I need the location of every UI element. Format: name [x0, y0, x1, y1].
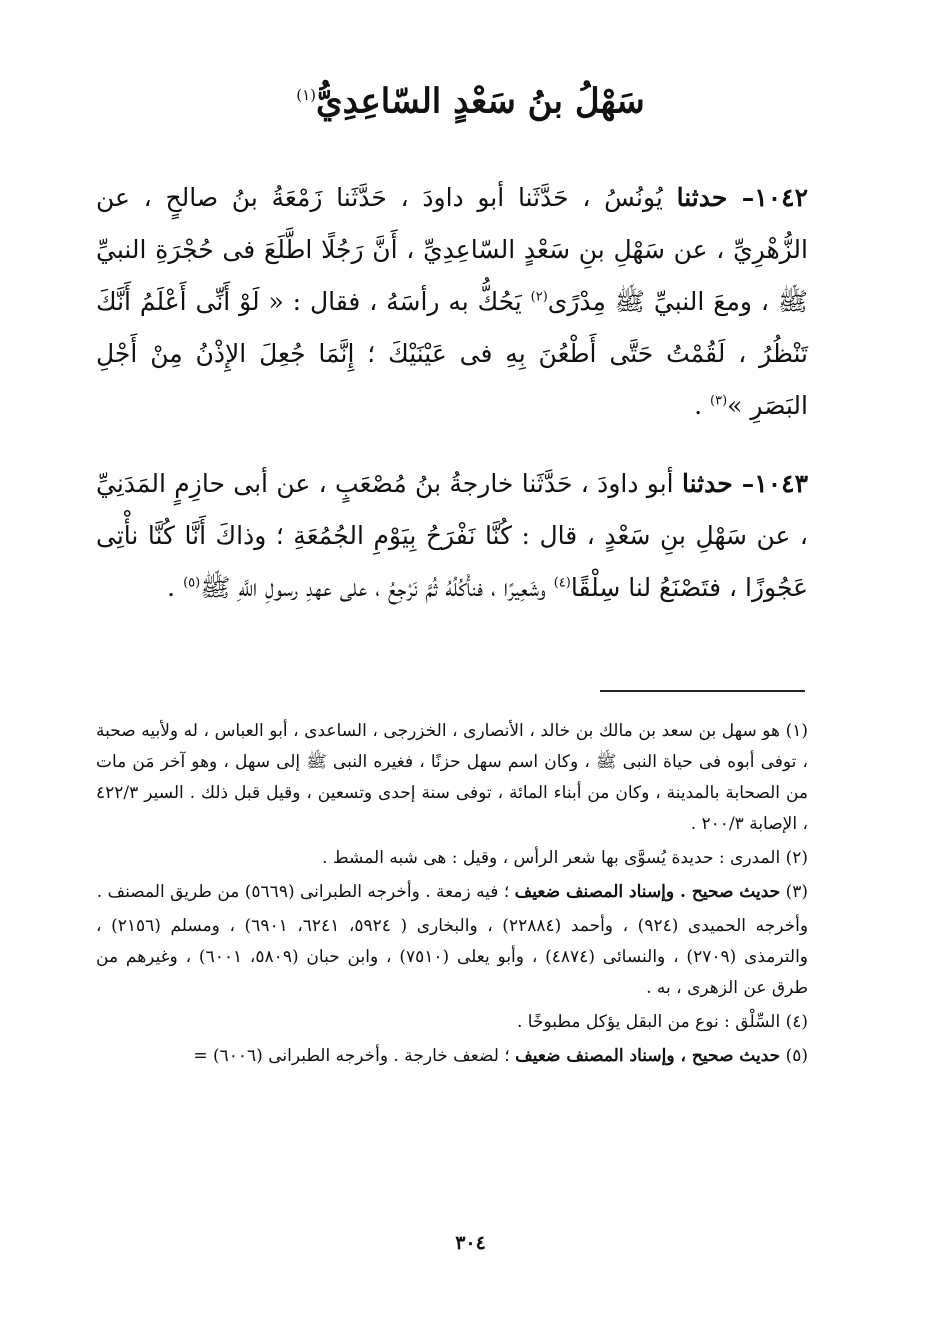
footnote-3-text: ؛ فيه زمعة . وأخرجه الطبرانى (٥٦٦٩) من طريق المصنف .	[96, 882, 515, 902]
hadith-number: ١٠٤٣– حدثنا	[681, 469, 808, 498]
hadith-end: .	[694, 391, 711, 420]
footnote-separator	[600, 690, 805, 692]
hadith-number: ١٠٤٢– حدثنا	[676, 183, 808, 212]
footnote-4: (٤) السِّلْق : نوع من البقل يؤكل مطبوخًا .	[517, 1012, 808, 1032]
footnote-3	[96, 877, 808, 908]
footnotes	[96, 716, 808, 1075]
footnote-5-text: ؛ لضعف خارجة . وأخرجه الطبرانى (٦٠٠٦) =	[193, 1046, 516, 1066]
footnote-5-verdict: حديث صحيح ، وإسناد المصنف ضعيف	[515, 1046, 781, 1066]
hadith-1043	[96, 458, 808, 614]
footnote-3-continued: وأخرجه الحميدى (٩٢٤) ، وأحمد (٢٢٨٨٤) ، والبخارى ( ٥٩٢٤، ٦٢٤١، ٦٩٠١) ، ومسلم (٢١٥٦) ، والترمذى (٢٧٠٩) ، والنسائى (٤٨٧٤) ، وأبو يعلى (٧٥١٠) ، وابن حبان (٥٨٠٩، ٦٠٠١) ، وغيرهم من طرق عن الزهرى ، به .	[96, 916, 809, 998]
footnote-5-marker: (٥)	[780, 1046, 808, 1066]
hadith-text-part1: يُونُسُ ، حَدَّثَنا أبو داودَ ، حَدَّثَنا زَمْعَةُ بنُ صالحٍ ، عن الزُّهْرِيِّ ، عن سَهْلِ بنِ سَعْدٍ السّاعِدِيِّ ، أَنَّ رَجُلًا اطَّلَعَ فى حُجْرَةِ النبيِّ ﷺ ، ومعَ النبيِّ ﷺ مِدْرًى	[96, 183, 809, 316]
footnote-2: (٢) المدرى : حديدة يُسوَّى بها شعر الرأس ، وقيل : هى شبه المشط .	[322, 848, 808, 868]
footnote-ref-3: (٣)	[710, 393, 728, 409]
footnote-ref-2: (٢)	[530, 289, 548, 305]
hadith-text-part2: يَحُكُّ به رأسَهُ ، فقال : « لَوْ أَنِّى أَعْلَمُ أَنَّكَ تَنْظُرُ ، لَقُمْتُ حَتَّى أَطْعُنَ بِهِ فى عَيْنَيْكَ ؛ إِنَّمَا جُعِلَ الإِذْنُ مِنْ أَجْلِ البَصَرِ »	[96, 287, 808, 420]
footnote-5	[96, 1041, 808, 1072]
footnote-1: (١) هو سهل بن سعد بن مالك بن خالد ، الأنصارى ، الخزرجى ، الساعدى ، أبو العباس ، له ولأبيه صحبة ، توفى أبوه فى حياة النبى ﷺ ، وكان اسم سهل حزنًا ، فغيره النبى ﷺ إلى سهل ، وهو آخر مَن مات من الصحابة بالمدينة ، وكان من أبناء المائة ، توفى سنة إحدى وتسعين ، وقيل قبل ذلك . السير ٤٢٢/٣ ، الإصابة ٢٠٠/٣ .	[96, 721, 808, 834]
hadith-text-part2: وشَعِيرًا ، فنأْكُلُهُ ثُمَّ نَرْجِعُ ، على عهدِ رسولِ اللَّهِ ﷺ	[200, 573, 554, 602]
hadith-1042	[96, 172, 808, 432]
title-text: سَهْلُ بنُ سَعْدٍ السّاعِدِيُّ	[316, 81, 645, 122]
footnote-3-verdict: حديث صحيح . وإسناد المصنف ضعيف	[514, 882, 781, 902]
footnote-3-marker: (٣)	[780, 882, 808, 902]
hadith-text-part1: أبو داودَ ، حَدَّثَنا خارجةُ بنُ مُصْعَبٍ ، عن أبى حازِمٍ المَدَنِيِّ ، عن سَهْلِ بنِ سَعْدٍ ، قال : كُنَّا نَفْرَحُ بِيَوْمِ الجُمُعَةِ ؛ وذاكَ أَنَّا كُنَّا نأْتِى عَجُوزًا ، فتَصْنَعُ لنا سِلْقًا	[96, 469, 808, 602]
title-footnote-ref: (١)	[296, 86, 317, 104]
page-title	[0, 70, 941, 126]
page-number: ٣٠٤	[455, 1232, 486, 1254]
footnote-ref-4: (٤)	[553, 575, 571, 591]
hadith-end: .	[167, 573, 184, 602]
footnote-ref-5: (٥)	[183, 575, 201, 591]
